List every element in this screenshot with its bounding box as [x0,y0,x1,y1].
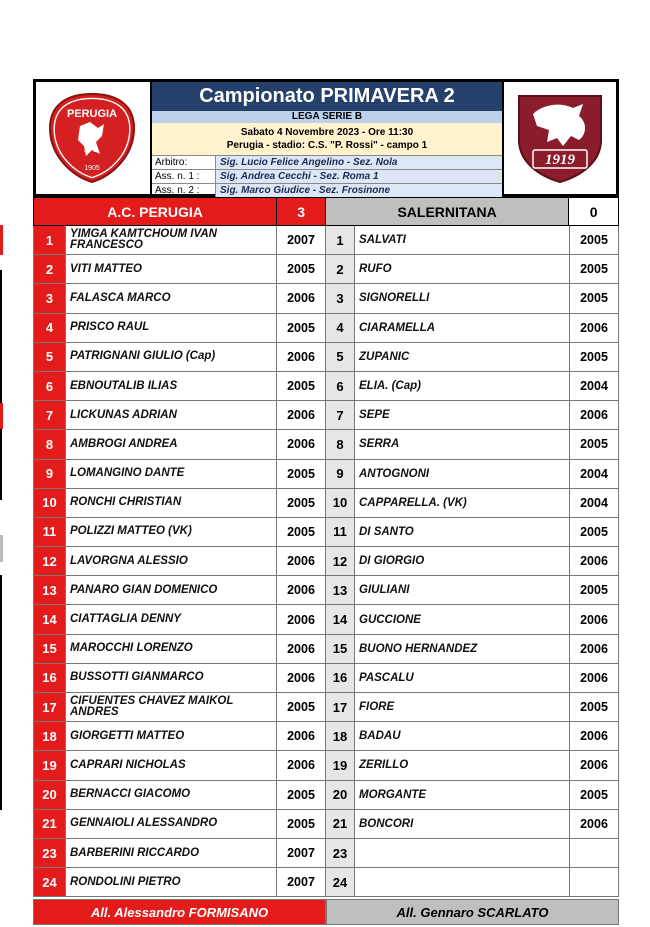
match-date: Sabato 4 Novembre 2023 - Ore 11:30 [240,127,414,138]
teams-header [33,197,619,226]
away-birth-year: 2005 [570,226,619,254]
home-birth-year: 2006 [277,401,326,429]
away-player-name: BUONO HERNANDEZ [355,635,570,663]
home-player-name: GIORGETTI MATTEO [66,722,277,750]
away-birth-year: 2006 [570,751,619,779]
sheet-header [33,79,619,197]
perugia-logo [36,82,148,194]
home-shirt-number: 21 [33,810,66,838]
away-birth-year: 2004 [570,489,619,517]
away-shirt-number: 15 [326,635,355,663]
official-name: Sig. Marco Giudice - Sez. Frosinone [215,184,502,197]
home-coach: All. Alessandro FORMISANO [33,899,326,925]
table-row [33,781,619,810]
home-shirt-number: 5 [33,343,66,371]
home-birth-year: 2006 [277,751,326,779]
salernitana-logo [504,82,616,194]
away-player-name: SEPE [355,401,570,429]
away-birth-year: 2005 [570,518,619,546]
away-birth-year: 2006 [570,664,619,692]
svg-text:A. C.: A. C. [84,147,100,154]
home-birth-year: 2007 [277,226,326,254]
home-shirt-number: 24 [33,868,66,896]
away-player-name: RUFO [355,255,570,283]
away-birth-year: 2006 [570,314,619,342]
official-role: Ass. n. 2 : [155,185,200,196]
home-player-name: LOMANGINO DANTE [66,460,277,488]
away-birth-year: 2005 [570,284,619,312]
away-shirt-number: 14 [326,605,355,633]
home-shirt-number: 19 [33,751,66,779]
home-player-name: AMBROGI ANDREA [66,430,277,458]
home-shirt-number: 23 [33,839,66,867]
home-birth-year: 2005 [277,518,326,546]
table-row [33,343,619,372]
away-birth-year: 2006 [570,605,619,633]
away-shirt-number: 2 [326,255,355,283]
table-row [33,547,619,576]
table-row [33,401,619,430]
home-birth-year: 2005 [277,810,326,838]
home-birth-year: 2006 [277,547,326,575]
home-team-name: A.C. PERUGIA [34,198,277,225]
home-player-name: POLIZZI MATTEO (VK) [66,518,277,546]
table-row [33,693,619,722]
table-row [33,518,619,547]
home-shirt-number: 4 [33,314,66,342]
away-shirt-number: 10 [326,489,355,517]
away-player-name: ZUPANIC [355,343,570,371]
table-row [33,255,619,284]
away-player-name: CIARAMELLA [355,314,570,342]
away-player-name: DI GIORGIO [355,547,570,575]
away-player-name: SALVATI [355,226,570,254]
home-birth-year: 2005 [277,372,326,400]
away-shirt-number: 23 [326,839,355,867]
away-birth-year: 2005 [570,430,619,458]
table-row [33,372,619,401]
away-shirt-number: 11 [326,518,355,546]
home-player-name: CAPRARI NICHOLAS [66,751,277,779]
away-team-name: SALERNITANA [326,198,569,225]
home-birth-year: 2005 [277,314,326,342]
home-player-name: BARBERINI RICCARDO [66,839,277,867]
away-player-name: ANTOGNONI [355,460,570,488]
table-row [33,226,619,255]
away-player-name: BONCORI [355,810,570,838]
home-shirt-number: 13 [33,576,66,604]
away-player-name [355,839,570,867]
away-shirt-number: 9 [326,460,355,488]
home-player-name: PATRIGNANI GIULIO (Cap) [66,343,277,371]
home-score: 3 [277,198,326,225]
away-player-name: GIULIANI [355,576,570,604]
home-player-name: EBNOUTALIB ILIAS [66,372,277,400]
home-player-name: VITI MATTEO [66,255,277,283]
home-player-name: CIFUENTES CHAVEZ MAIKOL ANDRES [66,693,277,721]
home-shirt-number: 15 [33,635,66,663]
home-birth-year: 2006 [277,664,326,692]
away-shirt-number: 7 [326,401,355,429]
away-player-name: ELIA. (Cap) [355,372,570,400]
home-player-name: BERNACCI GIACOMO [66,781,277,809]
home-player-name: BUSSOTTI GIANMARCO [66,664,277,692]
away-player-name: FIORE [355,693,570,721]
away-player-name: PASCALU [355,664,570,692]
home-shirt-number: 8 [33,430,66,458]
home-shirt-number: 9 [33,460,66,488]
away-birth-year [570,868,619,896]
away-shirt-number: 13 [326,576,355,604]
edge-fragment [0,270,2,500]
home-player-name: RONDOLINI PIETRO [66,868,277,896]
away-birth-year: 2005 [570,576,619,604]
away-birth-year: 2005 [570,255,619,283]
table-row [33,839,619,868]
away-player-name [355,868,570,896]
home-shirt-number: 7 [33,401,66,429]
away-birth-year: 2006 [570,810,619,838]
away-player-name: MORGANTE [355,781,570,809]
away-player-name: ZERILLO [355,751,570,779]
home-birth-year: 2006 [277,343,326,371]
home-shirt-number: 14 [33,605,66,633]
home-birth-year: 2005 [277,693,326,721]
edge-fragment [0,535,3,562]
home-shirt-number: 17 [33,693,66,721]
home-shirt-number: 6 [33,372,66,400]
away-birth-year: 2006 [570,722,619,750]
away-shirt-number: 3 [326,284,355,312]
home-birth-year: 2006 [277,722,326,750]
table-row [33,664,619,693]
away-birth-year: 2006 [570,635,619,663]
home-player-name: PANARO GIAN DOMENICO [66,576,277,604]
edge-fragment [0,575,2,810]
away-shirt-number: 16 [326,664,355,692]
home-birth-year: 2005 [277,781,326,809]
official-row [152,155,502,169]
home-shirt-number: 2 [33,255,66,283]
home-shirt-number: 20 [33,781,66,809]
away-shirt-number: 4 [326,314,355,342]
away-player-name: DI SANTO [355,518,570,546]
table-row [33,635,619,664]
home-shirt-number: 16 [33,664,66,692]
home-birth-year: 2006 [277,430,326,458]
away-player-name: SIGNORELLI [355,284,570,312]
table-row [33,722,619,751]
table-row [33,284,619,313]
home-shirt-number: 10 [33,489,66,517]
home-player-name: LICKUNAS ADRIAN [66,401,277,429]
away-shirt-number: 12 [326,547,355,575]
home-shirt-number: 18 [33,722,66,750]
match-info [150,82,504,194]
home-birth-year: 2006 [277,635,326,663]
table-row [33,314,619,343]
official-row [152,169,502,183]
home-birth-year: 2006 [277,284,326,312]
away-player-name: SERRA [355,430,570,458]
home-player-name: YIMGA KAMTCHOUM IVAN FRANCESCO [66,226,277,254]
home-shirt-number: 3 [33,284,66,312]
away-shirt-number: 18 [326,722,355,750]
away-shirt-number: 17 [326,693,355,721]
table-row [33,430,619,459]
home-birth-year: 2007 [277,839,326,867]
table-row [33,751,619,780]
home-birth-year: 2005 [277,255,326,283]
table-row [33,868,619,897]
home-shirt-number: 11 [33,518,66,546]
away-birth-year [570,839,619,867]
away-player-name: CAPPARELLA. (VK) [355,489,570,517]
away-shirt-number: 8 [326,430,355,458]
away-birth-year: 2004 [570,460,619,488]
home-birth-year: 2005 [277,489,326,517]
match-venue: Perugia - stadio: C.S. "P. Rossi" - campo 1 [226,140,428,151]
competition-title: Campionato PRIMAVERA 2 [152,82,502,111]
home-player-name: FALASCA MARCO [66,284,277,312]
away-shirt-number: 19 [326,751,355,779]
official-role: Arbitro: [155,157,188,168]
away-shirt-number: 6 [326,372,355,400]
away-player-name: GUCCIONE [355,605,570,633]
table-row [33,489,619,518]
away-birth-year: 2005 [570,343,619,371]
away-player-name: BADAU [355,722,570,750]
official-name: Sig. Lucio Felice Angelino - Sez. Nola [215,156,502,169]
home-player-name: LAVORGNA ALESSIO [66,547,277,575]
home-player-name: CIATTAGLIA DENNY [66,605,277,633]
away-shirt-number: 1 [326,226,355,254]
home-birth-year: 2005 [277,460,326,488]
edge-fragment [0,225,3,255]
home-player-name: PRISCO RAUL [66,314,277,342]
away-score: 0 [569,198,618,225]
official-role: Ass. n. 1 : [155,171,200,182]
coaches-row [33,899,619,925]
away-shirt-number: 24 [326,868,355,896]
away-shirt-number: 5 [326,343,355,371]
away-shirt-number: 20 [326,781,355,809]
match-sheet [33,79,619,927]
edge-fragment [0,403,3,429]
home-player-name: MAROCCHI LORENZO [66,635,277,663]
away-birth-year: 2006 [570,547,619,575]
away-shirt-number: 21 [326,810,355,838]
official-name: Sig. Andrea Cecchi - Sez. Roma 1 [215,170,502,183]
away-birth-year: 2005 [570,781,619,809]
away-birth-year: 2004 [570,372,619,400]
away-birth-year: 2006 [570,401,619,429]
svg-text:1919: 1919 [545,152,575,168]
official-row [152,183,502,197]
away-coach: All. Gennaro SCARLATO [326,899,619,925]
home-shirt-number: 12 [33,547,66,575]
svg-text:PERUGIA: PERUGIA [66,108,118,120]
match-details [152,123,502,155]
home-birth-year: 2006 [277,576,326,604]
home-player-name: GENNAIOLI ALESSANDRO [66,810,277,838]
table-row [33,576,619,605]
table-row [33,460,619,489]
lineup-table [33,226,619,897]
table-row [33,605,619,634]
svg-text:1905: 1905 [84,165,100,172]
home-birth-year: 2006 [277,605,326,633]
home-shirt-number: 1 [33,226,66,254]
table-row [33,810,619,839]
home-birth-year: 2007 [277,868,326,896]
away-birth-year: 2005 [570,693,619,721]
home-player-name: RONCHI CHRISTIAN [66,489,277,517]
league-name: LEGA SERIE B [152,111,502,123]
